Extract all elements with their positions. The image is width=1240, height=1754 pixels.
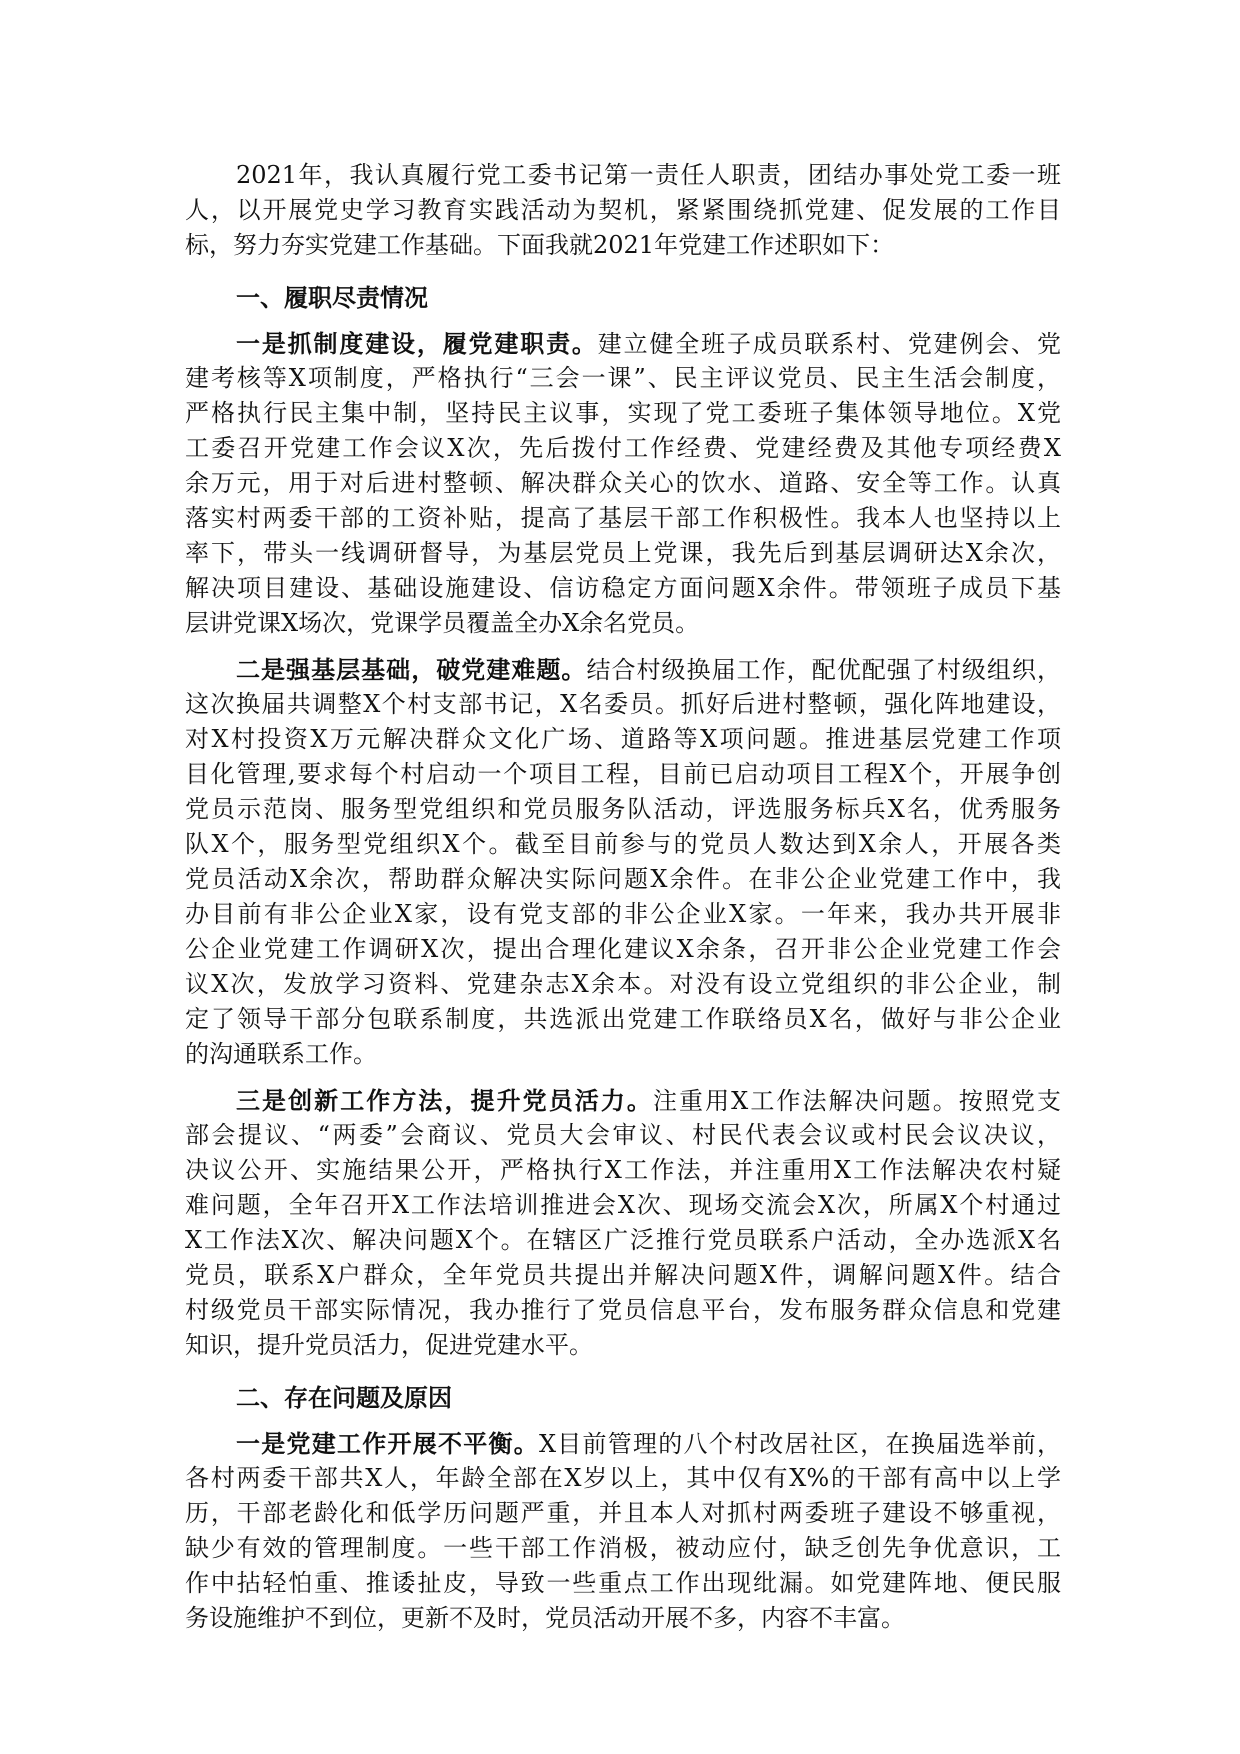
- text-line: 作中拈轻怕重、推诿扯皮，导致一些重点工作出现纰漏。如党建阵地、便民服: [185, 1569, 1061, 1597]
- text-line: 决议公开、实施结果公开，严格执行X工作法，并注重用X工作法解决农村疑: [185, 1156, 1061, 1184]
- text-line: [185, 652, 1061, 687]
- text-line: 目化管理,要求每个村启动一个项目工程，目前已启动项目工程X个，开展争创: [185, 760, 1061, 788]
- section-heading: 一、履职尽责情况: [236, 283, 428, 312]
- paragraph-3: [185, 1083, 1061, 1363]
- text-span: 结合村级换届工作，配优配强了村级组织，: [586, 656, 1061, 684]
- text-line: 缺少有效的管理制度。一些干部工作消极，被动应付，缺乏创先争优意识，工: [185, 1534, 1061, 1562]
- paragraph-lead: 一是党建工作开展不平衡。: [236, 1429, 539, 1458]
- text-line: 党员示范岗、服务型党组织和党员服务队活动，评选服务标兵X名，优秀服务: [185, 795, 1061, 823]
- paragraph-lead: 一是抓制度建设，履党建职责。: [236, 329, 598, 358]
- text-span: 建立健全班子成员联系村、党建例会、党: [597, 330, 1062, 358]
- intro-paragraph: [185, 158, 1061, 263]
- paragraph-lead: 二是强基层基础，破党建难题。: [236, 655, 587, 684]
- text-line: 的沟通联系工作。: [185, 1040, 377, 1068]
- text-line: 历，干部老龄化和低学历问题严重，并且本人对抓村两委班子建设不够重视，: [185, 1499, 1061, 1527]
- text-line: 办目前有非公企业X家，设有党支部的非公企业X家。一年来，我办共开展非: [185, 900, 1061, 928]
- text-line: 村级党员干部实际情况，我办推行了党员信息平台，发布服务群众信息和党建: [185, 1296, 1061, 1324]
- text-line: 公企业党建工作调研X次，提出合理化建议X余条，召开非公企业党建工作会: [185, 935, 1061, 963]
- text-line: 严格执行民主集中制，坚持民主议事，实现了党工委班子集体领导地位。X党: [185, 399, 1061, 427]
- text-line: 各村两委干部共X人，年龄全部在X岁以上，其中仅有X%的干部有高中以上学: [185, 1464, 1061, 1492]
- text-line: [185, 1083, 1061, 1118]
- text-line: 工委召开党建工作会议X次，先后拨付工作经费、党建经费及其他专项经费X: [185, 434, 1061, 462]
- text-line: 这次换届共调整X个村支部书记，X名委员。抓好后进村整顿，强化阵地建设，: [185, 690, 1061, 718]
- text-line: [185, 326, 1061, 361]
- text-line: 党员，联系X户群众，全年党员共提出并解决问题X件，调解问题X件。结合: [185, 1261, 1061, 1289]
- text-line: 难问题，全年召开X工作法培训推进会X次、现场交流会X次，所属X个村通过: [185, 1191, 1061, 1219]
- text-line: 议X次，发放学习资料、党建杂志X余本。对没有设立党组织的非公企业，制: [185, 970, 1061, 998]
- paragraph-lead: 三是创新工作方法，提升党员活力。: [236, 1086, 653, 1115]
- text-line: 部会提议、“两委”会商议、党员大会审议、村民代表会议或村民会议决议，: [185, 1121, 1061, 1149]
- paragraph-4: [185, 1426, 1061, 1636]
- text-line: 定了领导干部分包联系制度，共选派出党建工作联络员X名，做好与非公企业: [185, 1005, 1061, 1033]
- text-line: 解决项目建设、基础设施建设、信访稳定方面问题X余件。带领班子成员下基: [185, 574, 1061, 602]
- text-line: 队X个，服务型党组织X个。截至目前参与的党员人数达到X余人，开展各类: [185, 830, 1061, 858]
- paragraph-2: [185, 652, 1061, 1072]
- text-span: 注重用X工作法解决问题。按照党支: [652, 1087, 1061, 1115]
- text-span: X目前管理的八个村改居社区，在换届选举前，: [538, 1430, 1061, 1458]
- text-line: 标，努力夯实党建工作基础。下面我就2021年党建工作述职如下：: [185, 231, 895, 259]
- text-line: X工作法X次、解决问题X个。在辖区广泛推行党员联系户活动，全办选派X名: [185, 1226, 1061, 1254]
- text-line: 党员活动X余次，帮助群众解决实际问题X余件。在非公企业党建工作中，我: [185, 865, 1061, 893]
- text-line: 率下，带头一线调研督导，为基层党员上党课，我先后到基层调研达X余次，: [185, 539, 1061, 567]
- text-line: 知识，提升党员活力，促进党建水平。: [185, 1331, 593, 1359]
- text-line: 层讲党课X场次，党课学员覆盖全办X余名党员。: [185, 609, 700, 637]
- text-line: 人，以开展党史学习教育实践活动为契机，紧紧围绕抓党建、促发展的工作目: [185, 196, 1061, 224]
- text-line: 2021年，我认真履行党工委书记第一责任人职责，团结办事处党工委一班: [236, 161, 1061, 189]
- paragraph-1: [185, 326, 1061, 641]
- text-line: 余万元，用于对后进村整顿、解决群众关心的饮水、道路、安全等工作。认真: [185, 469, 1061, 497]
- section-heading: 二、存在问题及原因: [236, 1383, 452, 1412]
- text-line: 落实村两委干部的工资补贴，提高了基层干部工作积极性。我本人也坚持以上: [185, 504, 1061, 532]
- text-line: [185, 1426, 1061, 1461]
- text-line: 建考核等X项制度，严格执行“三会一课”、民主评议党员、民主生活会制度，: [185, 364, 1061, 392]
- text-line: 务设施维护不到位，更新不及时，党员活动开展不多，内容不丰富。: [185, 1604, 905, 1632]
- text-line: 对X村投资X万元解决群众文化广场、道路等X项问题。推进基层党建工作项: [185, 725, 1061, 753]
- document-page: [185, 158, 1061, 1636]
